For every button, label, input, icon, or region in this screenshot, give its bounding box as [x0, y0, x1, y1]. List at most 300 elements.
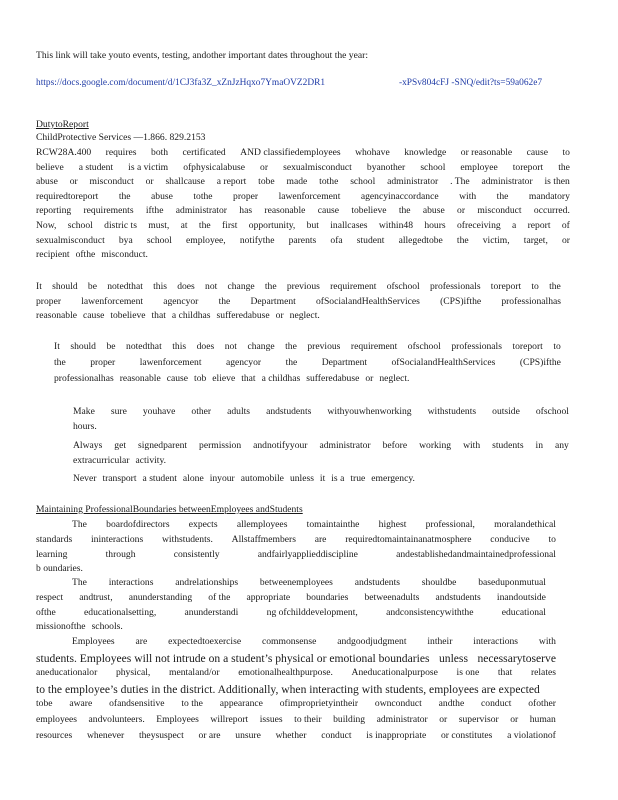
word: commonsense — [261, 636, 317, 647]
word: made — [286, 176, 308, 188]
word: andstudents — [266, 406, 312, 417]
word: baseduponmutual — [478, 577, 546, 588]
word: allegedtobe — [398, 234, 443, 246]
word: neglect. — [379, 373, 410, 384]
word: Never — [73, 473, 97, 484]
bullet-line — [73, 455, 166, 467]
word: distric ts — [104, 220, 137, 231]
word: knowledge — [404, 147, 447, 158]
word: of the — [208, 591, 231, 603]
word: is a victim — [128, 161, 169, 173]
word: b oundaries. — [36, 563, 83, 575]
word: ofSocialandHealthServices — [315, 295, 420, 307]
word: unless — [438, 651, 468, 665]
word: cause — [317, 205, 340, 217]
word: agencyinaccordance — [360, 190, 439, 202]
word: agencyor — [163, 295, 199, 307]
word: betweenadults — [364, 591, 420, 603]
word: andstudents — [354, 577, 401, 588]
word: ofschool — [386, 281, 420, 292]
word: elieve — [212, 373, 236, 384]
word: employee — [460, 161, 498, 173]
word: cause — [526, 147, 548, 158]
word: true — [350, 473, 366, 484]
word: resources — [36, 729, 73, 741]
word: building — [333, 714, 366, 725]
word: boundaries — [306, 591, 349, 603]
word: administrator — [319, 440, 371, 451]
word: reporting — [36, 205, 72, 217]
word: standards — [36, 533, 73, 545]
word: any — [555, 440, 569, 451]
word: sufferedabuse — [306, 373, 360, 384]
word: bya — [118, 234, 133, 246]
word: Allstaffmembers — [231, 533, 296, 545]
word: mentaland/or — [168, 667, 220, 679]
word: anunderstanding — [128, 591, 193, 603]
word: believe — [36, 161, 64, 173]
word: change — [227, 281, 255, 292]
word: previous — [307, 341, 341, 352]
word: the — [54, 357, 66, 368]
word: withstudents. — [161, 533, 213, 545]
word: to — [548, 533, 556, 545]
word: necessarytoserve — [477, 651, 556, 665]
word: with — [538, 636, 556, 647]
word: or — [439, 714, 448, 725]
word: at — [180, 220, 188, 231]
word: professionalhas — [54, 373, 114, 384]
word: a report — [216, 176, 247, 188]
google-docs-link[interactable]: https://docs.google.com/document/d/1CJ3fa3Z_xZnJzHqxo7YmaOVZ2DR1 — [36, 78, 326, 88]
word: the — [456, 234, 469, 246]
word: administrator — [175, 205, 227, 217]
word: abuse — [151, 190, 173, 202]
word: is then — [544, 176, 570, 188]
word: requirements — [83, 205, 134, 217]
word: should — [52, 281, 78, 292]
word: moralandethical — [494, 519, 556, 530]
word: ofSocialandHealthServices — [391, 357, 496, 368]
bp3-line — [36, 730, 556, 742]
word: whether — [275, 729, 307, 741]
word: administrator — [481, 176, 533, 188]
word: this — [153, 281, 167, 292]
word: administrator — [387, 176, 439, 188]
word: with — [463, 440, 481, 451]
word: a — [512, 220, 517, 231]
bp1-line — [36, 563, 83, 575]
word: ofimproprietyintheir — [279, 698, 359, 710]
word: through — [105, 548, 136, 560]
word: not — [205, 281, 218, 292]
bullet-line — [73, 473, 415, 485]
word: tob — [194, 373, 207, 384]
word: a violationof — [507, 729, 556, 741]
word: It — [54, 341, 60, 352]
word: extracurricular — [73, 455, 130, 466]
word: is a — [331, 473, 345, 484]
word: tobe — [36, 698, 53, 710]
word: human — [529, 714, 556, 725]
word: ownconduct — [374, 698, 422, 710]
word: ininteractions — [91, 533, 144, 545]
word: ofphysicalabuse — [183, 161, 245, 173]
word: to — [531, 281, 539, 292]
word: mandatory — [528, 190, 570, 202]
word: that — [151, 310, 166, 322]
word: to the — [181, 698, 203, 710]
word: or are — [198, 729, 221, 741]
word: learning — [36, 548, 68, 560]
word: transport — [102, 473, 137, 484]
word: The — [72, 519, 87, 530]
word: the — [285, 357, 298, 368]
word: appropriate — [246, 591, 291, 603]
word: the — [398, 205, 411, 217]
word: students. Employees will not intrude on a student’s physical or emotional boundaries — [36, 651, 430, 665]
word: abuse — [36, 176, 58, 188]
word: sure — [110, 406, 127, 417]
rcw-line — [36, 220, 570, 232]
bp1-line — [36, 549, 556, 561]
word: professionals — [451, 341, 502, 352]
word: that — [497, 667, 513, 679]
word: RCW28A.400 — [36, 147, 92, 158]
bp2-line — [36, 607, 546, 619]
word: that — [241, 373, 256, 384]
word: inyour — [209, 473, 235, 484]
word: ofthe — [75, 249, 96, 261]
word: Make — [73, 406, 95, 417]
bp2-line — [72, 577, 546, 589]
word: byanother — [366, 161, 406, 173]
word: ofthe — [36, 606, 56, 618]
rcw-line — [36, 191, 570, 203]
word: the — [496, 190, 509, 202]
word: with — [459, 190, 477, 202]
word: are — [314, 533, 327, 545]
word: change — [247, 341, 275, 352]
word: school — [146, 234, 172, 246]
word: or — [145, 176, 154, 188]
word: andconsistencywiththe — [386, 606, 474, 618]
word: ofreceiving — [456, 220, 501, 231]
word: victim, — [482, 234, 510, 246]
word: the — [549, 281, 561, 292]
word: neglect. — [289, 310, 320, 322]
word: working — [419, 440, 452, 451]
word: lawenforcement — [139, 357, 202, 368]
word: withstudents — [427, 406, 477, 417]
word: sexualmisconduct — [36, 234, 105, 246]
word: Employees — [156, 714, 199, 725]
word: ofandsensitive — [109, 698, 165, 710]
word: tobelieve — [351, 205, 387, 217]
word: must, — [148, 220, 170, 231]
word: requiredtomaintainanatmosphere — [345, 533, 472, 545]
word: notedthat — [126, 341, 162, 352]
rcw-line — [36, 235, 570, 247]
rcw-line — [36, 147, 570, 159]
word: alone — [182, 473, 204, 484]
note1-line — [36, 310, 320, 322]
bp3-line — [36, 698, 556, 710]
word: professionals — [429, 281, 481, 292]
word: unless — [289, 473, 314, 484]
word: ofother — [528, 698, 556, 710]
note2-line — [54, 373, 409, 385]
note1-line — [36, 296, 561, 308]
word: professionalhas — [501, 295, 561, 307]
word: ifthe — [145, 205, 164, 217]
word: report — [527, 220, 551, 231]
word: (CPS)ifthe — [519, 357, 561, 368]
word: (CPS)ifthe — [440, 295, 482, 307]
word: to the employee’s duties in the district. Additionally, when interacting with students, employees are expected — [36, 682, 540, 696]
bp3-line — [36, 652, 556, 666]
word: ng ofchilddevelopment, — [266, 606, 358, 618]
word: permission — [199, 440, 242, 451]
word: activity. — [135, 455, 167, 466]
word: other — [191, 406, 212, 417]
word: Aneducationalpurpose — [351, 667, 438, 679]
word: inallcases — [330, 220, 368, 231]
word: it — [319, 473, 326, 484]
bp1-line — [36, 534, 556, 546]
word: ofschool — [535, 406, 569, 417]
word: highest — [378, 519, 407, 530]
word: reasonable — [36, 310, 78, 322]
word: emergency. — [371, 473, 415, 484]
word: sufferedabuse — [216, 310, 270, 322]
word: andgoodjudgment — [337, 636, 407, 647]
word: hours — [424, 220, 446, 231]
word: andrelationships — [175, 577, 239, 588]
word: proper — [36, 295, 62, 307]
word: aneducationalor — [36, 667, 98, 679]
word: notifythe — [239, 234, 275, 246]
word: abuse — [422, 205, 445, 217]
bp2-line — [36, 592, 546, 604]
word: unsure — [235, 729, 261, 741]
word: certificated — [182, 147, 226, 158]
word: tobe — [258, 176, 275, 188]
note2-line — [54, 357, 561, 369]
word: or — [69, 176, 78, 188]
word: the — [285, 341, 297, 352]
word: educational — [501, 606, 546, 618]
word: the — [558, 161, 570, 173]
word: school — [350, 176, 376, 188]
word: whenever — [86, 729, 125, 741]
rcw-line — [36, 205, 570, 217]
bp3-line — [36, 714, 556, 726]
word: or — [561, 234, 570, 246]
word: allemployees — [236, 519, 288, 530]
word: should — [70, 341, 96, 352]
word: students — [492, 440, 524, 451]
word: issues — [259, 714, 283, 725]
word: andstudents — [435, 591, 481, 603]
word: physical, — [115, 667, 151, 679]
word: ofa — [330, 234, 343, 246]
word: cause — [83, 310, 105, 322]
word: supervisor — [458, 714, 499, 725]
word: interactions — [473, 636, 519, 647]
rcw-line — [36, 176, 570, 188]
word: school — [67, 220, 93, 231]
word: has — [239, 205, 253, 217]
word: parents — [288, 234, 317, 246]
word: be — [87, 281, 97, 292]
word: lawenforcement — [81, 295, 144, 307]
word: Department — [321, 357, 368, 368]
word: tothe — [193, 190, 213, 202]
word: or — [260, 161, 269, 173]
word: within48 — [378, 220, 413, 231]
word: or — [275, 310, 284, 322]
word: the — [118, 190, 131, 202]
intro-text: This link will take youto events, testing, andother important dates throughout the year: — [36, 50, 368, 61]
word: conducive — [490, 533, 530, 545]
word: outside — [492, 406, 520, 417]
bp3-line — [72, 636, 556, 648]
word: opportunity, — [248, 220, 296, 231]
word: student — [356, 234, 385, 246]
word: does — [177, 281, 195, 292]
word: willreport — [210, 714, 249, 725]
word: proper — [233, 190, 259, 202]
word: withyouwhenworking — [327, 406, 412, 417]
word: expectedtoexercise — [168, 636, 242, 647]
word: before — [382, 440, 408, 451]
word: requirement — [350, 341, 398, 352]
word: employees — [36, 714, 78, 725]
word: are — [135, 636, 148, 647]
word: Now, — [36, 220, 57, 231]
word: tobelieve — [110, 310, 146, 322]
word: tomaintainthe — [306, 519, 360, 530]
bp3-line — [36, 667, 556, 679]
word: misconduct. — [101, 249, 148, 261]
word: be — [106, 341, 116, 352]
word: relates — [530, 667, 556, 679]
word: conduct — [321, 729, 352, 741]
word: The — [72, 577, 87, 588]
word: respect — [36, 591, 64, 603]
word: not — [224, 341, 237, 352]
word: requirement — [330, 281, 377, 292]
bullet-line — [73, 406, 569, 418]
word: ofschool — [407, 341, 441, 352]
word: aware — [69, 698, 93, 710]
word: inandoutside — [496, 591, 546, 603]
word: of — [561, 220, 570, 231]
word: whohave — [355, 147, 390, 158]
word: in — [535, 440, 544, 451]
cps-phone-line: ChildProtective Services —1.866. 829.2153 — [36, 132, 206, 143]
word: expects — [188, 519, 218, 530]
word: or constitutes — [440, 729, 493, 741]
word: missionofthe — [36, 621, 86, 633]
word: reasonable — [119, 373, 161, 384]
word: conduct — [481, 698, 512, 710]
word: or — [457, 205, 466, 217]
word: employee, — [186, 234, 226, 246]
word: andtrust, — [79, 591, 113, 603]
word: toreport — [512, 341, 543, 352]
word: misconduct — [477, 205, 522, 217]
google-docs-link-continued[interactable]: -xPSv804cFJ -SNQ/edit?ts=59a062e7 — [399, 78, 543, 88]
word: anunderstandi — [184, 606, 239, 618]
word: . The — [450, 176, 470, 188]
word: andnotifyyour — [253, 440, 308, 451]
word: requires — [105, 147, 137, 158]
word: a student — [142, 473, 177, 484]
word: andthe — [438, 698, 465, 710]
duty-to-report-heading: DutytoReport — [36, 119, 89, 130]
word: recipient — [36, 249, 70, 261]
word: signedparent — [138, 440, 188, 451]
word: first — [221, 220, 238, 231]
word: the — [198, 220, 211, 231]
word: proper — [90, 357, 116, 368]
word: lawenforcement — [278, 190, 341, 202]
word: a childhas — [261, 373, 301, 384]
word: requiredtoreport — [36, 190, 99, 202]
word: target, — [523, 234, 548, 246]
note2-line — [54, 341, 561, 353]
rcw-line — [36, 162, 570, 174]
bp2-line — [36, 621, 123, 633]
word: or reasonable — [460, 147, 513, 158]
word: previous — [286, 281, 320, 292]
note1-line — [36, 281, 561, 293]
word: Employees — [72, 636, 115, 647]
word: schools. — [91, 621, 123, 633]
word: andestablishedandmaintainedprofessional — [396, 548, 556, 560]
word: or — [365, 373, 374, 384]
word: a childhas — [171, 310, 211, 322]
bp3-line — [36, 683, 540, 697]
word: shallcause — [165, 176, 205, 188]
word: adults — [227, 406, 251, 417]
word: but — [306, 220, 319, 231]
word: toreport — [490, 281, 522, 292]
word: shouldbe — [421, 577, 457, 588]
word: occurred. — [533, 205, 570, 217]
word: AND classifiedemployees — [240, 147, 341, 158]
word: this — [172, 341, 187, 352]
word: is inappropriate — [366, 729, 427, 741]
word: Always — [73, 440, 103, 451]
word: hours. — [73, 421, 97, 432]
word: to — [562, 147, 570, 158]
word: to — [553, 341, 561, 352]
word: to their — [294, 714, 322, 725]
word: theysuspect — [138, 729, 184, 741]
boundaries-heading: Maintaining ProfessionalBoundaries betweenEmployees andStudents — [36, 504, 303, 515]
word: professional, — [425, 519, 475, 530]
word: toreport — [512, 161, 544, 173]
word: get — [114, 440, 127, 451]
word: andfairlyapplieddiscipline — [257, 548, 358, 560]
word: does — [196, 341, 215, 352]
bullet-line — [73, 440, 569, 452]
bullet-line — [73, 421, 97, 433]
word: both — [151, 147, 169, 158]
